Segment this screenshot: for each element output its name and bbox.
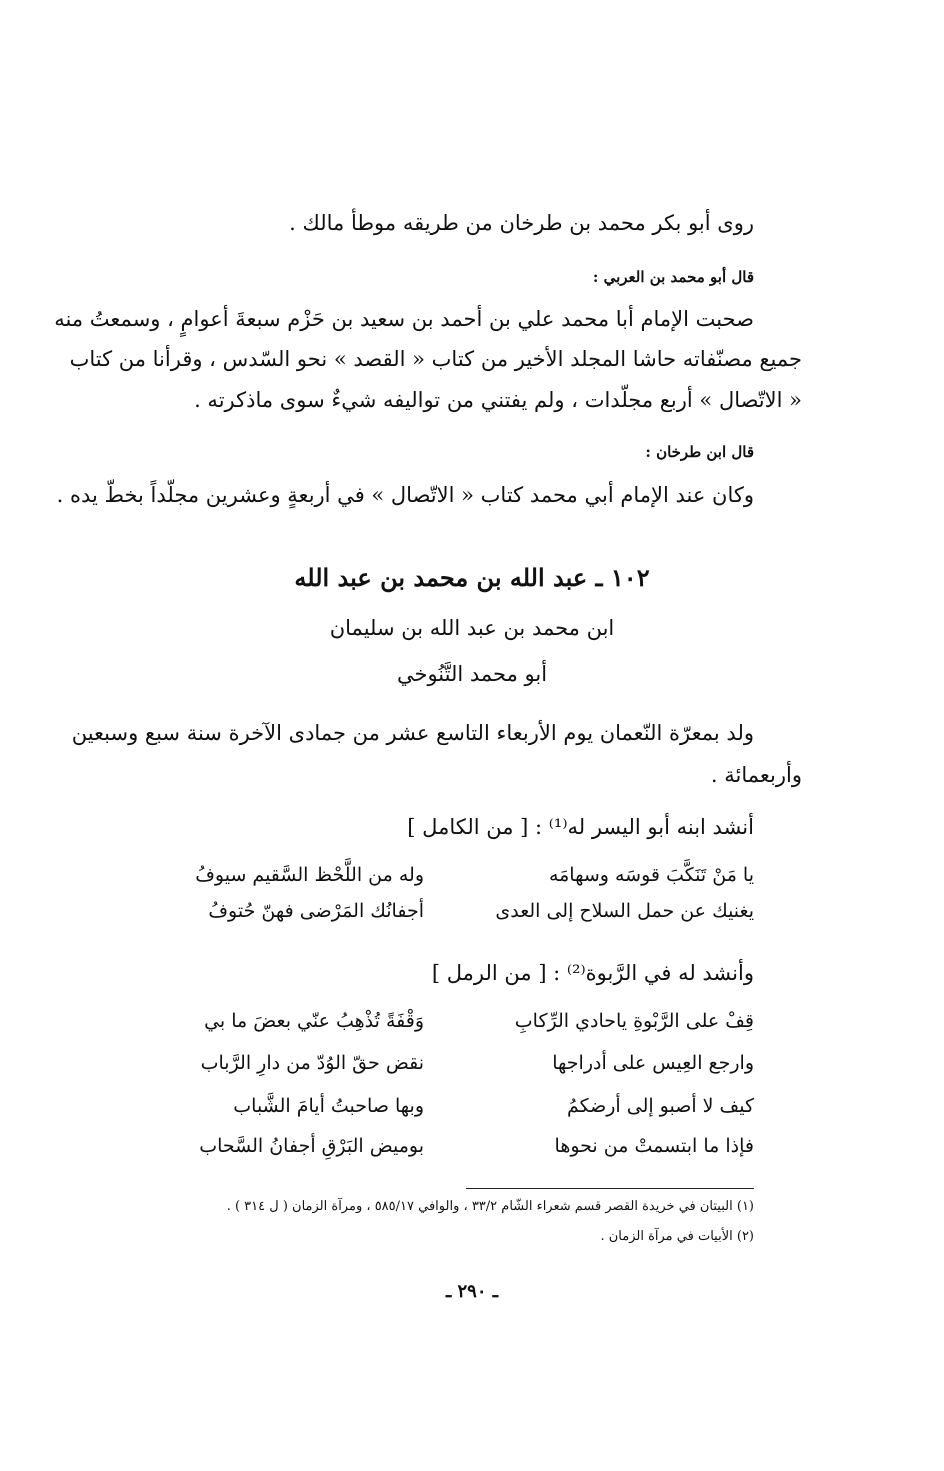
- entry-kunya: أبو محمد التَّنُوخي: [396, 662, 548, 686]
- poem1-verse-2-first: يغنيك عن حمل السلاح إلى العدى: [495, 900, 754, 922]
- intro-line: روى أبو بكر محمد بن طرخان من طريقه موطأ مالك .: [289, 211, 754, 235]
- birth-line-2: وأربعمائة .: [710, 763, 802, 787]
- poem1-verse-1-first: يا مَنْ تَنَكَّبَ قوسَه وسهامَه: [548, 864, 754, 886]
- page-number: ـ ٢٩٠ ـ: [445, 1281, 499, 1302]
- poem1-verse-1-second: وله من اللَّحْظ السَّقيم سيوفُ: [195, 864, 424, 886]
- poem2-intro: وأنشد له في الرَّبوة⁽²⁾ : [ من الرمل ]: [431, 961, 754, 985]
- poem2-verse-1-second: وَقْفَةً تُذْهِبُ عنّي بعضَ ما بي: [204, 1010, 424, 1032]
- footnote-2: (٢) الأبيات في مرآة الزمان .: [600, 1229, 754, 1244]
- quote1-line-2: جميع مصنّفاته حاشا المجلد الأخير من كتاب « القصد » نحو السّدس ، وقرأنا من كتاب: [69, 347, 802, 371]
- poem2-verse-4-first: فإذا ما ابتسمتْ من نحوها: [554, 1135, 754, 1157]
- quote2-label: قال ابن طرخان :: [645, 443, 754, 461]
- poem2-verse-1-first: قِفْ على الرَّبْوةِ ياحادي الرِّكابِ: [514, 1010, 754, 1032]
- entry-heading: ١٠٢ ـ عبد الله بن محمد بن عبد الله: [294, 563, 650, 592]
- birth-line-1: ولد بمعرّة النّعمان يوم الأربعاء التاسع عشر من جمادى الآخرة سنة سبع وسبعين: [71, 721, 754, 745]
- poem2-verse-2-second: نقض حقّ الوُدّ من دارِ الرَّباب: [200, 1052, 424, 1074]
- quote2-line: وكان عند الإمام أبي محمد كتاب « الاتّصال » في أربعةٍ وعشرين مجلّداً بخطّ يده .: [56, 483, 754, 507]
- entry-lineage: ابن محمد بن عبد الله بن سليمان: [329, 616, 615, 640]
- quote1-label: قال أبو محمد بن العربي :: [592, 268, 754, 286]
- quote1-line-1: صحبت الإمام أبا محمد علي بن أحمد بن سعيد بن حَزْم سبعةَ أعوامٍ ، وسمعتُ منه: [54, 307, 754, 331]
- footnote-1: (١) البيتان في خريدة القصر قسم شعراء الشّام ٣٣/٢ ، والوافي ٥٨٥/١٧ ، ومرآة الزمان ( ل ٣١٤ ) .: [226, 1199, 754, 1214]
- footnote-divider: [466, 1188, 754, 1189]
- poem2-verse-3-second: وبها صاحبتُ أيامَ الشَّباب: [233, 1095, 424, 1117]
- poem2-verse-4-second: بوميض البَرْقِ أجفانُ السَّحاب: [199, 1135, 424, 1157]
- poem2-verse-3-first: كيف لا أصبو إلى أرضكمُ: [566, 1095, 754, 1117]
- poem2-verse-2-first: وارجع العِيس على أدراجها: [552, 1052, 754, 1074]
- poem1-intro: أنشد ابنه أبو اليسر له⁽¹⁾ : [ من الكامل ]: [407, 815, 754, 839]
- poem1-verse-2-second: أجفانُك المَرْضى فهنّ حُتوفُ: [208, 900, 424, 922]
- quote1-line-3: « الاتّصال » أربع مجلّدات ، ولم يفتني من تواليفه شيءٌ سوى ماذكرته .: [194, 388, 802, 412]
